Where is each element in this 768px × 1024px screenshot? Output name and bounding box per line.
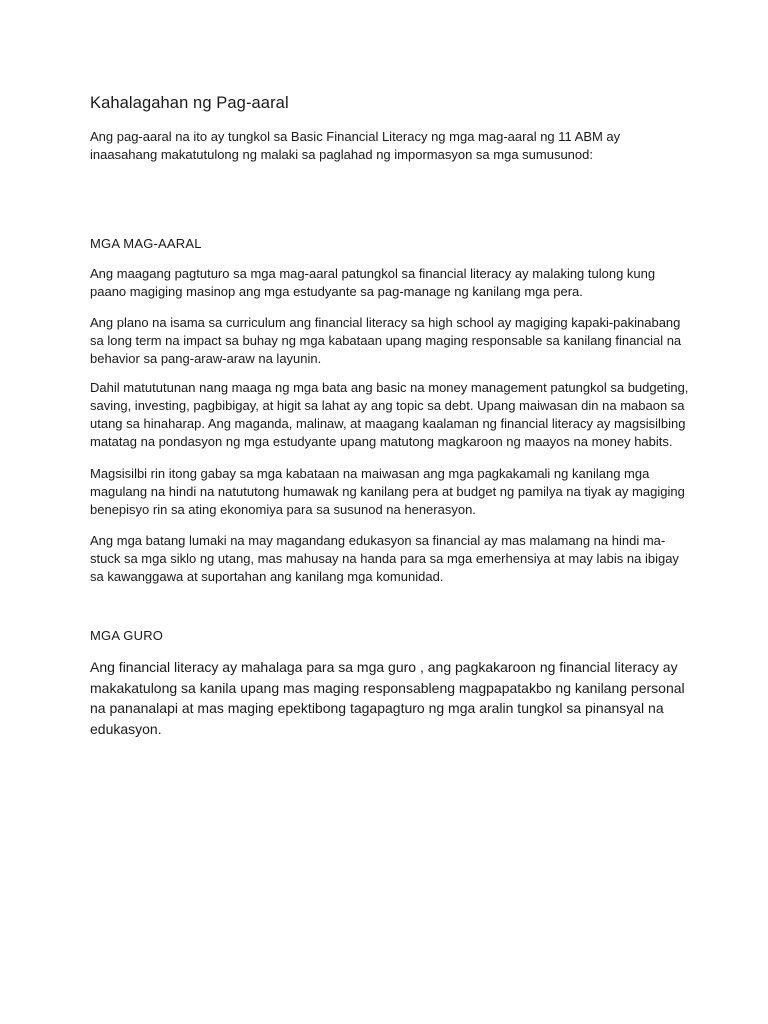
students-paragraph: Ang mga batang lumaki na may magandang edukasyon sa financial ay mas malamang na hindi ma-stuck sa mga siklo ng utang, mas mahusay na handa para sa mga emerhensiya at may labis na ibigay sa kawanggawa at suportahan ang kanilang mga komunidad. [90, 533, 679, 584]
students-paragraph: Ang plano na isama sa curriculum ang financial literacy sa high school ay magiging kapaki-pakinabang sa long term na impact sa buhay ng mga kabataan upang maging responsable sa kanilang financial na behavior sa pang-araw-araw na layunin. [90, 315, 682, 366]
document-title: Kahalagahan ng Pag-aaral [90, 94, 289, 112]
students-paragraph: Dahil matututunan nang maaga ng mga bata ang basic na money management patungkol sa budgeting, saving, investing, pagbibigay, at higit sa lahat ay ang topic sa debt. Upang maiwasan din na mabaon sa utang sa hinaharap. Ang maganda, malinaw, at maagang kaalaman ng financial literacy ay magsisilbing matatag na pondasyon ng mga estudyante upang matutong magkaroon ng maayos na money habits. [90, 380, 689, 449]
students-paragraph: Magsisilbi rin itong gabay sa mga kabataan na maiwasan ang mga pagkakamali ng kanilang mga magulang na hindi na natututong humawak ng kanilang pera at budget ng pamilya na tiyak ay magiging benepisyo rin sa ating ekonomiya para sa susunod na henerasyon. [90, 466, 685, 517]
section-heading-students: MGA MAG-AARAL [90, 236, 202, 251]
intro-paragraph: Ang pag-aaral na ito ay tungkol sa Basic Financial Literacy ng mga mag-aaral ng 11 ABM ay inaasahang makatutulong ng malaki sa paglahad ng impormasyon sa mga sumusunod: [90, 129, 621, 162]
section-heading-teachers: MGA GURO [90, 628, 164, 643]
teachers-paragraph: Ang financial literacy ay mahalaga para sa mga guro , ang pagkakaroon ng financial literacy ay makakatulong sa kanila upang mas maging responsableng magpapatakbo ng kanilang personal na pananalapi at mas maging epektibong tagapagturo ng mga aralin tungkol sa pinansyal na edukasyon. [90, 659, 685, 737]
students-paragraph: Ang maagang pagtuturo sa mga mag-aaral patungkol sa financial literacy ay malaking tulong kung paano magiging masinop ang mga estudyante sa pag-manage ng kanilang mga pera. [90, 266, 656, 299]
